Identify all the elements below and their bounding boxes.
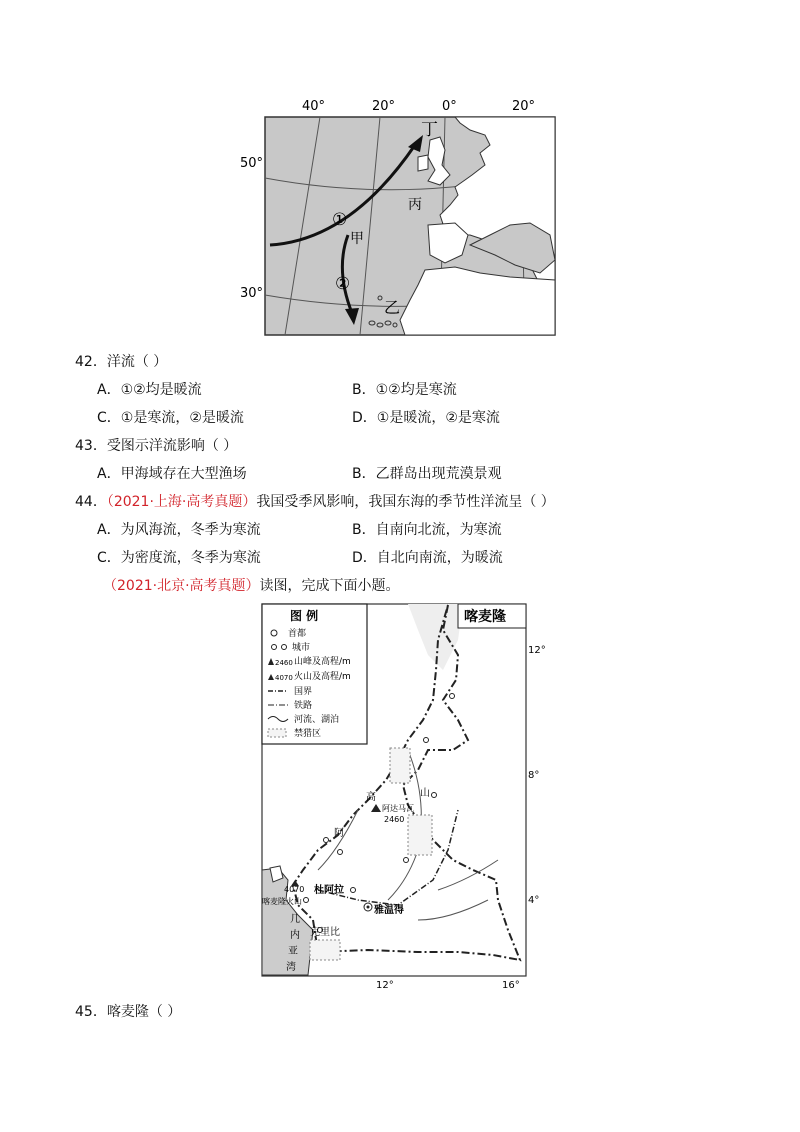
- q42-option-a: A．①②均是暖流: [97, 382, 202, 398]
- map2-lon-16: 16°: [502, 980, 520, 991]
- map2-lon-12: 12°: [376, 980, 394, 991]
- cameroon-map: [258, 600, 550, 992]
- q44-stem: [75, 492, 555, 512]
- place-gao: 高: [366, 792, 376, 803]
- q43-option-b: B．乙群岛出现荒漠景观: [352, 466, 502, 482]
- q42-option-c: C．①是寒流，②是暖流: [97, 410, 244, 426]
- place-shan: 山: [420, 788, 430, 799]
- map1-lon-40: 40°: [302, 99, 326, 114]
- place-ji: 几: [290, 914, 300, 925]
- q42-stem: 42．洋流（ ）: [75, 354, 168, 370]
- map2-lat-4: 4°: [528, 895, 540, 906]
- map2-lat-8: 8°: [528, 770, 540, 781]
- q43-stem: 43．受图示洋流影响（ ）: [75, 438, 238, 454]
- place-kribi: 克里比: [310, 927, 340, 938]
- map2-title: 喀麦隆: [464, 609, 506, 625]
- q44-option-b: B．自南向北流，为寒流: [352, 522, 502, 538]
- label-circle-2: ②: [335, 274, 351, 294]
- q44-option-a: A．为风海流，冬季为寒流: [97, 522, 261, 538]
- legend-border: 国界: [294, 687, 313, 697]
- q44-option-c: C．为密度流，冬季为寒流: [97, 550, 261, 566]
- legend-volcano: 火山及高程/m: [294, 672, 351, 682]
- place-volcano-h: 4070: [284, 885, 305, 894]
- q42-option-b: B．①②均是寒流: [352, 382, 457, 398]
- q44-text: 我国受季风影响，我国东海的季节性洋流呈（ ）: [256, 494, 555, 510]
- place-douala: 杜阿拉: [314, 885, 344, 896]
- label-circle-1: ①: [332, 210, 348, 230]
- legend-peak-num: 2460: [275, 659, 293, 667]
- map1-lon-20e: 20°: [512, 99, 536, 114]
- q44-number: 44．: [75, 494, 107, 510]
- label-jia: 甲: [350, 231, 364, 247]
- place-a: 阿: [334, 828, 344, 839]
- place-wan: 湾: [286, 962, 296, 973]
- legend-reserve: 禁猎区: [294, 729, 322, 739]
- place-yaounde: 雅温得: [374, 905, 404, 916]
- legend-city: 城市: [292, 643, 311, 653]
- place-peak-h: 2460: [384, 815, 405, 824]
- q42-option-d: D．①是暖流，②是寒流: [352, 410, 500, 426]
- place-nei: 内: [290, 930, 300, 941]
- map2-lat-12: 12°: [528, 645, 546, 656]
- place-peak-name: 阿达马瓦: [382, 804, 414, 813]
- map1-lat-30: 30°: [240, 286, 264, 301]
- legend-title: 图 例: [290, 609, 319, 623]
- place-ya: 亚: [288, 946, 298, 957]
- label-yi: 乙: [384, 298, 401, 317]
- north-atlantic-map: [240, 95, 560, 340]
- place-volcano-name: 喀麦隆火山: [262, 897, 302, 906]
- q45-stem: 45．喀麦隆（ ）: [75, 1004, 182, 1020]
- label-bing: 丙: [408, 197, 422, 213]
- legend-river: 河流、湖泊: [294, 715, 340, 725]
- legend-capital: 首都: [288, 629, 307, 639]
- q43-option-a: A．甲海域存在大型渔场: [97, 466, 247, 482]
- map1-lon-20w: 20°: [372, 99, 396, 114]
- legend-peak: 山峰及高程/m: [294, 657, 351, 667]
- intro-45-text: 读图，完成下面小题。: [259, 578, 400, 594]
- intro-45-source: （2021·北京·高考真题）: [103, 578, 260, 594]
- label-ding: 丁: [421, 120, 438, 140]
- q44-source: （2021·上海·高考真题）: [106, 494, 257, 510]
- legend-volcano-num: 4070: [275, 674, 293, 682]
- intro-45: [103, 576, 400, 596]
- map1-lat-50: 50°: [240, 156, 264, 171]
- legend-railway: 铁路: [294, 701, 313, 711]
- q44-option-d: D．自北向南流，为暖流: [352, 550, 503, 566]
- map1-lon-0: 0°: [442, 99, 457, 114]
